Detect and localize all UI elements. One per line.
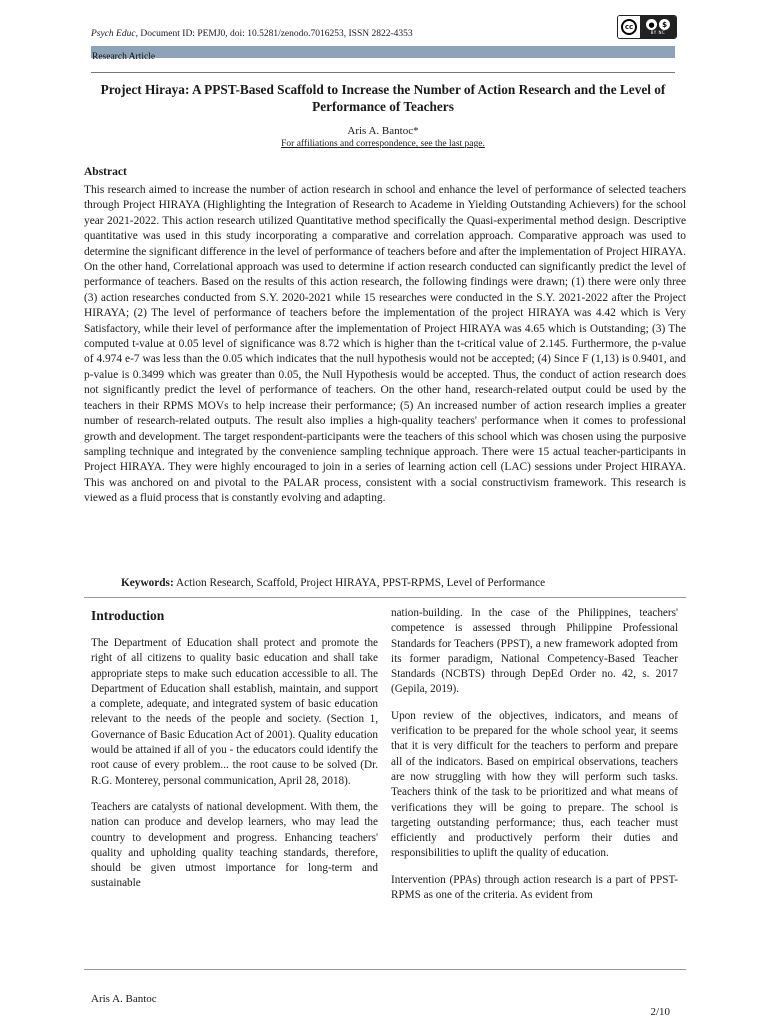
paragraph: Upon review of the objectives, indicators, and means of verification to be prepared for the whole school year, it seems that it is very difficult for the teachers to perform and prepare all of the indicators. Based on empirical observations, teachers are now struggling with how they will perform such tasks. Teachers think of the task to be prioritized and what means of verifications they will be going to prepare. The school is targeting outstanding performance; thus, each teacher must efficiently and productively perform their duties and responsibilities to uplift the quality of education. <box>391 709 678 860</box>
by-attribution-icon: ● <box>646 19 657 30</box>
footer-author: Aris A. Bantoc <box>91 993 157 1005</box>
paragraph: Intervention (PPAs) through action research is a part of PPST-RPMS as one of the criteria. As evident from <box>391 873 678 902</box>
section-bar <box>91 46 675 62</box>
introduction-heading: Introduction <box>91 608 165 623</box>
section-label: Research Article <box>92 52 156 62</box>
cc-license-icon <box>617 15 677 39</box>
paragraph: Teachers are catalysts of national development. With them, the nation can produce and develop learners, who may lead the country to development and progress. Enhancing teachers' quality and upholding quality teaching standards, therefore, should be given utmost importance for long-term and sustainable <box>91 800 378 890</box>
license-terms: BY NC <box>650 30 666 35</box>
right-column <box>391 606 678 914</box>
nc-noncommercial-icon: $ <box>659 19 670 30</box>
header-divider <box>91 72 675 73</box>
journal-header <box>91 29 413 39</box>
keywords-label: Keywords: <box>121 577 174 589</box>
footer-divider <box>84 969 686 970</box>
journal-name: Psych Educ <box>91 29 136 39</box>
cc-logo-icon: cc <box>621 19 637 35</box>
abstract-heading: Abstract <box>84 166 127 178</box>
page-number: 2/10 <box>650 1006 670 1018</box>
keywords-line <box>121 577 545 589</box>
keywords-list: Action Research, Scaffold, Project HIRAYA, PPST-RPMS, Level of Performance <box>173 577 546 589</box>
article-author: Aris A. Bantoc* <box>347 125 419 137</box>
document-info: , Document ID: PEMJ0, doi: 10.5281/zenodo.7016253, ISSN 2822-4353 <box>135 29 413 39</box>
affiliation-note <box>91 139 675 149</box>
left-column <box>91 606 378 903</box>
abstract-body: This research aimed to increase the number of action research in school and enhance the level of performance of selected teachers through Project HIRAYA (Highlighting the Integration of Research to Academe in Yielding Outstanding Achievers) for the school year 2021-2022. This action research utilized Quantitative method specifically the Quasi-experimental method design. Descriptive quantitative was used in this study incorporating a comparative and correlation approach. Comparative approach was used to determine the significant difference in the level of performance of teachers before and after the implementation of Project HIRAYA. On the other hand, Correlational approach was used to determine if action research conducted can significantly predict the level of performance of teachers. Based on the results of this action research, the following findings were drawn; (1) there were only three (3) action researches conducted from S.Y. 2020-2021 while 15 researches were conducted in the S.Y. 2021-2022 after the Project HIRAYA; (2) The level of performance of teachers before the implementation of the project HIRAYA was 4.42 which is Very Satisfactory, while their level of performance after the implementation of Project HIRAYA was 4.65 which is Outstanding; (3) The computed t-value at 0.05 level of significance was 8.72 which is higher than the t-critical value of 2.145. Furthermore, the p-value of 4.974 e-7 was less than the 0.05 which indicates that the null hypothesis would not be accepted; (4) Since F (1,13) is 0.9401, and p-value is 0.3499 which was greater than 0.05, the Null Hypothesis would be accepted. Thus, the conduct of action research does not significantly predict the level of performance of teachers. On the other hand, research-related output could be used by the teachers in their RPMS MOVs to help increase their performance; (5) An increased number of action research implies a greater number of research-related outputs. The result also implies a high-quality teachers' performance when it comes to professional growth and development. The target respondent-participants were the teachers of this school which was chosen using the purposive sampling technique and integrated by the convenience sampling technique approach. There were 15 actual teacher-participants in Project HIRAYA. They were highly encouraged to join in a series of learning action cell (LAC) sessions under Project HIRAYA. This was anchored on and pivotal to the PALAR process, consistent with a social constructivism framework. This research is viewed as a fluid process that is constantly evolving and adapting. <box>84 184 686 505</box>
article-title: Project Hiraya: A PPST-Based Scaffold to Increase the Number of Action Research and the Level of Performance of Teachers <box>100 82 666 114</box>
paragraph: nation-building. In the case of the Philippines, teachers' competence is assessed through Philippine Professional Standards for Teachers (PPST), a new framework adopted from its former paradigm, National Competency-Based Teacher Standards (NCBTS) through DepEd Order no. 42, s. 2017 (Gepila, 2019). <box>391 607 678 696</box>
paragraph: The Department of Education shall protect and promote the right of all citizens to quality basic education and shall take appropriate steps to make such education accessible to all. The Department of Education shall establish, maintain, and support a complete, adequate, and integrated system of basic education relevant to the needs of the people and society. (Section 1, Governance of Basic Education Act of 2001). Quality education would be attained if all of you - the educators could identify the root cause of every problem... the root cause to be solved (Dr. R.G. Monterey, personal communication, April 28, 2018). <box>91 637 378 787</box>
affiliation-link[interactable]: For affiliations and correspondence, see the last page. <box>281 139 485 149</box>
abstract-divider <box>84 597 686 598</box>
